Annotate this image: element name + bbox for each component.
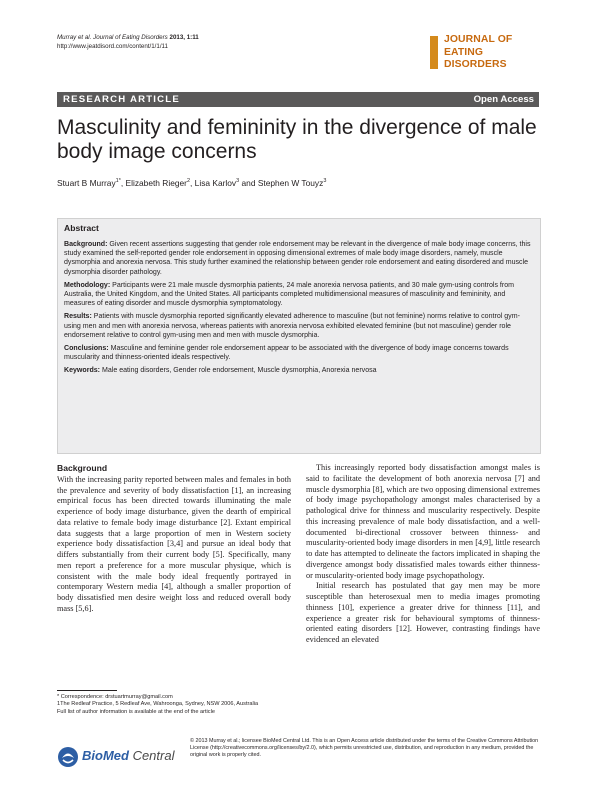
citation-journal: Journal of Eating Disorders <box>93 34 168 41</box>
abstract-background: Background: Given recent assertions suggesting that gender role endorsement may be relevant in the divergence of male body image concerns, this study examined the self-reported gender role endorsement in opposing dimensional extremes of male body image disorders, namely, muscle dysmorphia and anorexia nervosa. This study further examined the relationship between gender role endorsement and eating disordered and muscle dysmorphia disorder pathology. <box>64 241 531 276</box>
article-type-label: RESEARCH ARTICLE <box>63 94 180 105</box>
journal-logo-bar <box>430 36 438 69</box>
footnote-affiliation: 1The Redleaf Practice, 5 Redleaf Ave, Wahroonga, Sydney, NSW 2006, Australia <box>57 701 259 708</box>
body-paragraph: Initial research has postulated that gay men may be more susceptible than heterosexual men to media images promoting thinness [10], experience a greater drive for thinness [11], and experience a greater risk for behavioural symptoms of thinness-oriented eating disorders [12]. However, contrasting findings have evidenced an elevated <box>306 581 540 644</box>
article-title: Masculinity and femininity in the divergence of male body image concerns <box>57 116 537 163</box>
citation-details: 2013, 1:11 <box>169 34 199 41</box>
biomed-central-wordmark: BioMed Central <box>82 748 175 763</box>
abstract-keywords: Keywords: Male eating disorders, Gender role endorsement, Muscle dysmorphia, Anorexia nervosa <box>64 367 377 375</box>
abstract-heading: Abstract <box>64 223 99 233</box>
license-statement: © 2013 Murray et al.; licensee BioMed Central Ltd. This is an Open Access article distributed under the terms of the Creative Commons Attribution License (http://creativecommons.org/licenses/by/2.0), which permits unrestricted use, distribution, and reproduction in any medium, provided the original work is properly cited. <box>190 738 539 759</box>
citation-authors: Murray et al. <box>57 34 92 41</box>
body-column-right <box>306 463 540 646</box>
footnote-divider <box>57 690 117 691</box>
header-citation <box>57 34 199 51</box>
abstract-body <box>64 240 532 380</box>
article-type-banner <box>57 92 539 107</box>
footnote-correspondence: * Correspondence: drstuartmurray@gmail.com <box>57 694 173 700</box>
footnotes <box>57 694 297 716</box>
abstract-box <box>57 218 541 454</box>
abstract-results: Results: Patients with muscle dysmorphia reported significantly elevated adherence to masculine (but not feminine) norms relative to control gym-using men and men with anorexia nervosa, whereas patients with anorexia nervosa exhibited elevated feminine (but not masculine) gender role endorsement relative to control gym-using men and men with muscle dysmorphia. <box>64 313 520 339</box>
body-column-left <box>57 463 291 615</box>
body-paragraph: This increasingly reported body dissatisfaction amongst males is said to facilitate the development of both anorexia nervosa [7] and muscle dysmorphia [8], which are two opposing dimensional extremes of body image psychopathology amongst males characterised by a pathological drive for thinness and muscularity respectively. Despite this increasing prevalence of male body dissatisfaction, and a well-documented bi-directional crossover between thinness- and muscularity-oriented body image disorders in men [4,9], little research to date has attempted to delineate the factors implicated in shaping the divergence amongst body dissatisfied males towards either thinness- or muscularity-oriented body image psychopathology. <box>306 463 540 580</box>
footnote-full-list: Full list of author information is available at the end of the article <box>57 708 215 715</box>
section-heading-background: Background <box>57 463 108 473</box>
journal-logo-text: JOURNAL OF EATING DISORDERS <box>444 34 513 70</box>
article-url[interactable]: http://www.jeatdisord.com/content/1/1/11 <box>57 42 168 50</box>
biomed-central-icon <box>57 746 79 768</box>
body-paragraph: With the increasing parity reported between males and females in both the prevalence and severity of body dissatisfaction [1], an increasing empirical focus has been directed towards illuminating the male experience of body image disturbance, given the dearth of empirical data relative to female body image disturbance [2]. Extant empirical data suggests that a large proportion of men in Western society experience body dissatisfaction [3,4] and pursue an ideal body that differs substantially from their current body [5]. Specifically, many men report a preference for a more muscular physique, which is consistent with the male body ideal frequently portrayed in contemporary Western media [4], although a smaller proportion of body dissatisfied men desire weight loss and reduced overall body mass [5,6]. <box>57 474 291 613</box>
author-list: Stuart B Murray$^{1*}$, Elizabeth Rieger$^2$, Lisa Karlov$^3$ and Stephen W Touyz$^3$ <box>57 178 327 188</box>
open-access-label: Open Access <box>473 94 534 105</box>
biomed-central-logo <box>57 742 177 772</box>
abstract-conclusions: Conclusions: Masculine and feminine gender role endorsement appear to be associated with the divergence of body image concerns towards muscularity and thinness-oriented ideals respectively. <box>64 345 509 362</box>
journal-logo <box>430 34 545 70</box>
abstract-methodology: Methodology: Participants were 21 male muscle dysmorphia patients, 24 male anorexia nervosa patients, and 30 male gym-using controls from Australia, the United Kingdom, and the United States. All participants completed multidimensional measures of masculinity and femininity, and measures of eating disorder and muscle dysmorphia symptomatology. <box>64 281 515 308</box>
